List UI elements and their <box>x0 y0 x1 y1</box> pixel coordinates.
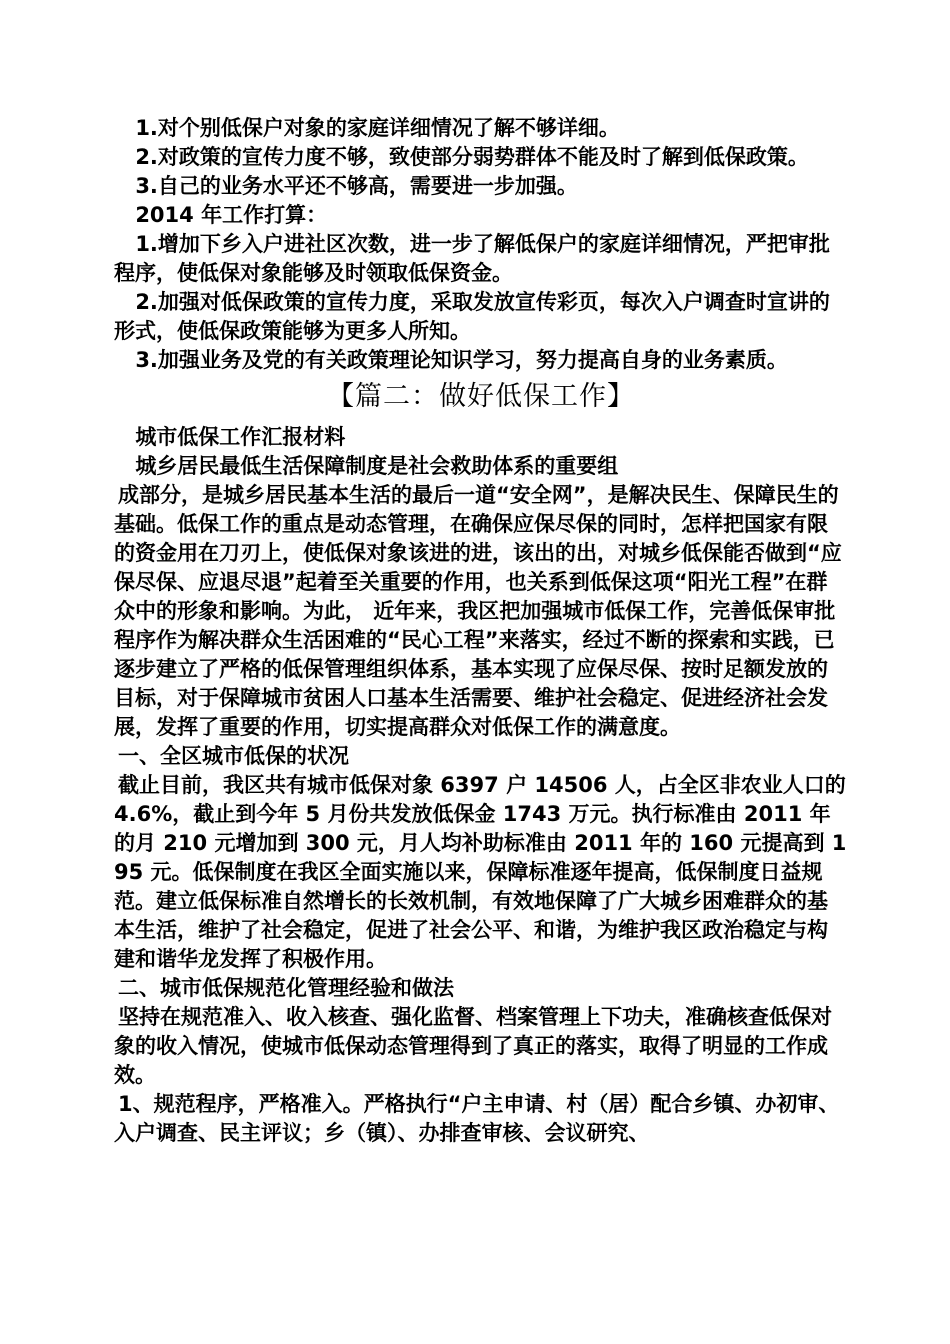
section-title: 【篇二：做好低保工作】 <box>327 381 635 412</box>
paragraph-management: 坚持在规范准入、收入核查、强化监督、档案管理上下功夫，准确核查低保对象的收入情况，使城市低保动态管理得到了真正的落实，取得了明显的工作成效。 <box>114 1005 832 1087</box>
paragraph-status: 截止目前，我区共有城市低保对象 6397 户 14506 人，占全区非农业人口的 4.6%，截止到今年 5 月份共发放低保金 1743 万元。执行标准由 2011 年的月 210 元增加到 300 元，月人均补助标准由 2011 年的 160 元提高到 195 元。低保制度在我区全面实施以来，保障标准逐年提高，低保制度日益规 <box>114 773 854 884</box>
heading-management: 二、城市低保规范化管理经验和做法 <box>118 976 454 1000</box>
report-title: 城市低保工作汇报材料 <box>128 425 346 449</box>
paragraph-issue-3: 3.自己的业务水平还不够高，需要进一步加强。 <box>128 174 578 198</box>
paragraph-issue-2: 2.对政策的宣传力度不够，致使部分弱势群体不能及时了解到低保政策。 <box>128 145 809 169</box>
paragraph-issue-1: 1.对个别低保户对象的家庭详细情况了解不够详细。 <box>128 116 620 140</box>
paragraph-plan-heading: 2014 年工作打算： <box>128 203 328 227</box>
paragraph-intro-lead: 城乡居民最低生活保障制度是社会救助体系的重要组 <box>128 454 619 478</box>
paragraph-plan-2: 2.加强对低保政策的宣传力度，采取发放宣传彩页，每次入户调查时宣讲的形式，使低保政策能够为更多人所知。 <box>114 290 830 343</box>
paragraph-status-cont: 范。建立低保标准自然增长的长效机制，有效地保障了广大城乡困难群众的基本生活，维护了社会稳定，促进了社会公平、和谐，为维护我区政治稳定与构建和谐华龙发挥了积极作用。 <box>114 889 828 971</box>
paragraph-plan-3: 3.加强业务及党的有关政策理论知识学习，努力提高自身的业务素质。 <box>128 348 788 372</box>
document-body <box>114 114 854 1148</box>
paragraph-plan-1: 1.增加下乡入户进社区次数，进一步了解低保户的家庭详细情况，严把审批程序，使低保对象能够及时领取低保资金。 <box>114 232 830 285</box>
paragraph-intro: 成部分，是城乡居民基本生活的最后一道“安全网”，是解决民生、保障民生的基础。低保工作的重点是动态管理，在确保应保尽保的同时，怎样把国家有限的资金用在刀刃上，使低保对象该进的进，该出的出，对城乡低保能否做到“应保尽保、应退尽退”起着至关重要的作用，也关系到低保这项“阳光工程”在群众中的形象和影响。为此， 近年来，我区把加强城市低保工作，完善低保审批程序作为解决群众生活困难的“民心工程”来落实，经过不断的探索和实践，已逐步建立了严格的低保管理组织体系，基本实现了应保尽保、按时足额发放的目标，对于保障城市贫困人口基本生活需要、维护社会稳定、促进经济社会发展，发挥了重要的作用，切实提高群众对低保工作的满意度。 <box>114 483 842 739</box>
heading-status: 一、全区城市低保的状况 <box>118 744 349 768</box>
paragraph-procedure: 1、规范程序，严格准入。严格执行“户主申请、村（居）配合乡镇、办初审、入户调查、民主评议；乡（镇）、办排查审核、会议研究、 <box>114 1092 840 1145</box>
